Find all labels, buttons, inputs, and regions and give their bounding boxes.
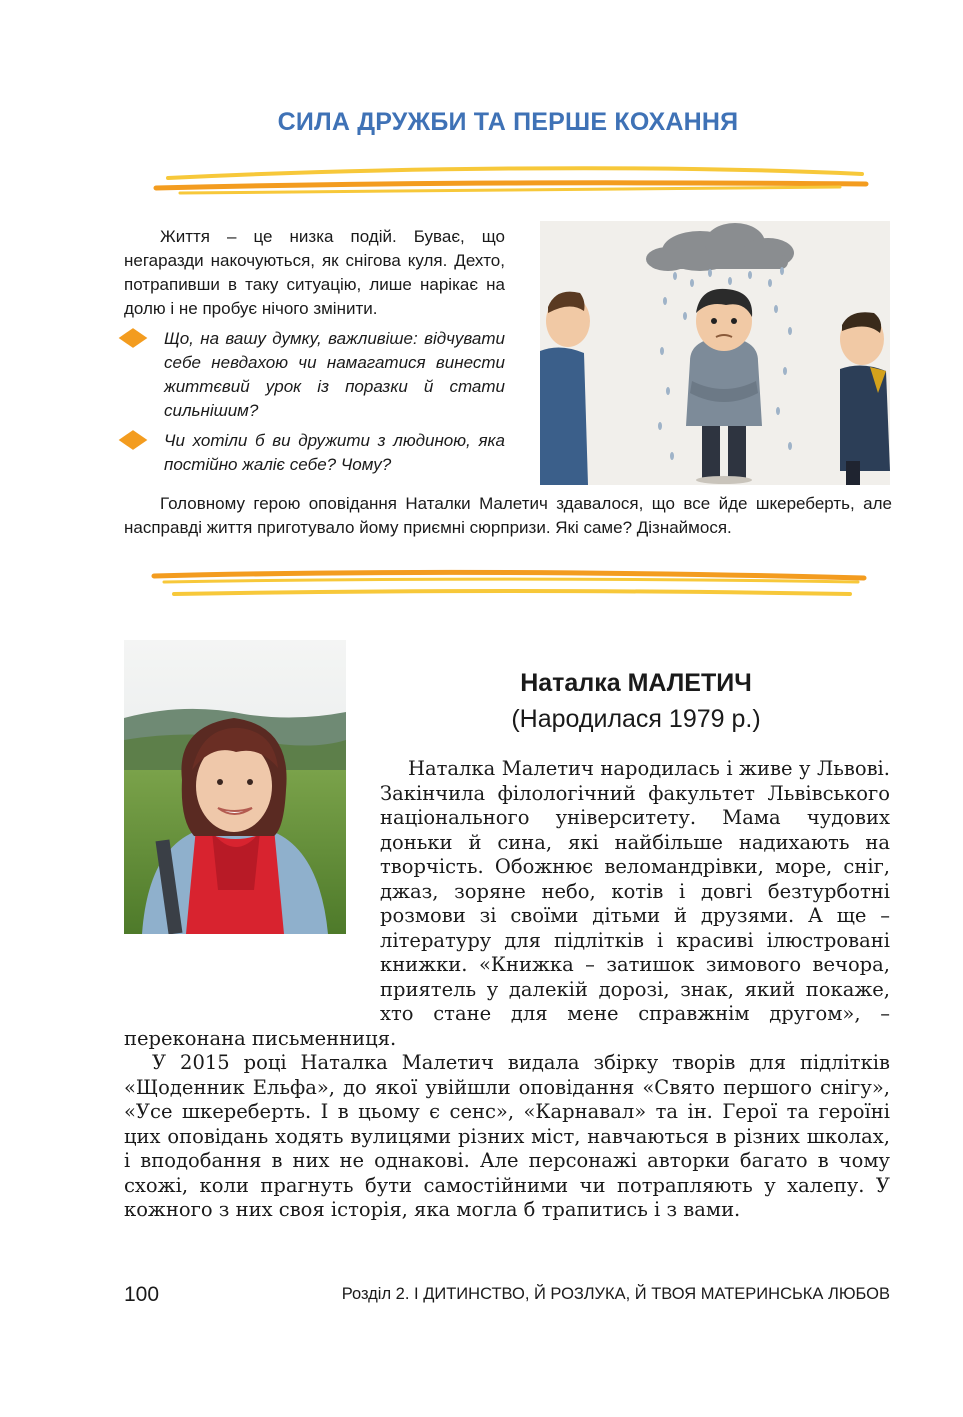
page-number: 100 — [124, 1283, 160, 1306]
author-years: (Народилася 1979 р.) — [511, 705, 761, 733]
decorative-strokes-middle — [150, 566, 870, 602]
rain-cloud-illustration — [540, 221, 890, 485]
photo-text-wrap-spacer — [124, 757, 380, 1003]
author-name: Наталка МАЛЕТИЧ — [520, 669, 752, 697]
question-item — [124, 327, 505, 423]
intro-paragraph: Життя – це низка подій. Буває, що негаразди накочуються, як снігова куля. Дехто, потрапивши в таку ситуацію, лише нарікає на долю і не пробує нічого змінити. — [124, 227, 505, 318]
orange-diamond-bullet-icon — [119, 328, 148, 348]
orange-diamond-bullet-icon — [119, 430, 148, 450]
author-heading — [440, 666, 832, 738]
author-biography — [124, 757, 890, 1223]
bio-paragraph-2: У 2015 році Наталка Малетич видала збірку творів для підлітків «Щоденник Ельфа», до якої увійшли оповідання «Свято першого снігу», «Усе шкереберть. І в цьому є сенс», «Карнавал» та ін. Герої та героїні цих оповідань ходять вулицями різних міст, навчаються в різних школах, і вподобання в них не однакові. Але персонажі авторки багато в чому схожі, коли прагнуть бути самостійними чи потрапляють у халепу. У кожного з них своя історія, яка могла б трапитись і з вами. — [124, 1051, 890, 1221]
question-item — [124, 429, 505, 477]
lead-paragraph: Головному герою оповідання Наталки Малетич здавалося, що все йде шкереберть, але насправді життя приготувало йому приємні сюрпризи. Які саме? Дізнаймося. — [124, 494, 892, 537]
intro-block — [124, 225, 505, 477]
question-text: Чи хотіли б ви дружити з людиною, яка постійно жаліє себе? Чому? — [164, 431, 505, 474]
question-text: Що, на вашу думку, важливіше: відчувати себе невдахою чи намагатися винести життєвий урок із поразки й стати сильнішим? — [164, 329, 505, 420]
running-footer-section: Розділ 2. І ДИТИНСТВО, Й РОЗЛУКА, Й ТВОЯ МАТЕРИНСЬКА ЛЮБОВ — [341, 1285, 890, 1303]
bio-paragraph-1: Наталка Малетич народилась і живе у Львові. Закінчила філологічний факультет Львівського національного університету. Мама чудових доньки й сина, які найбільше надихають на творчість. Обожнює веломандрівки, море, сніг, джаз, зоряне небо, котів і довгі безтурботні розмови зі своїми дітьми й друзями. А ще – літературу для підлітків і красиві ілюстровані книжки. «Книжка – затишок зимового вечора, приятель у далекій дорозі, знак, який покаже, хто стане для мене справжнім другом», – переконана письменниця. — [124, 757, 890, 1050]
decorative-strokes-top — [150, 160, 870, 200]
chapter-heading: СИЛА ДРУЖБИ ТА ПЕРШЕ КОХАННЯ — [277, 108, 739, 136]
